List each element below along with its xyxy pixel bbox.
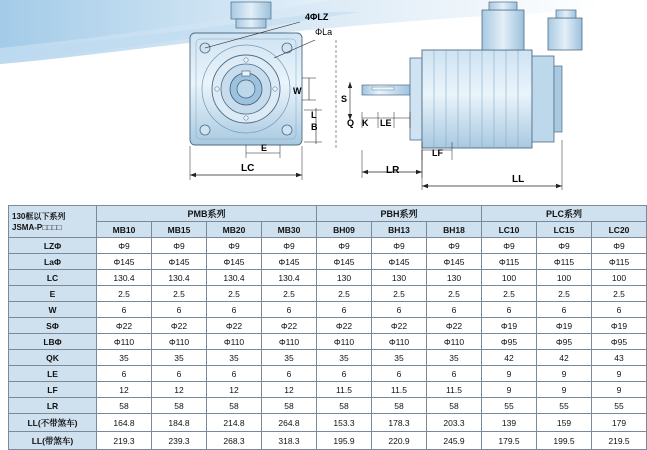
model-header-mb15: MB15 [152, 222, 207, 238]
row-label-ll-no-brake: LL(不带煞车) [9, 414, 97, 432]
cell: 58 [152, 398, 207, 414]
cell: 153.3 [317, 414, 372, 432]
cell: Φ19 [482, 318, 537, 334]
cell: Φ9 [317, 238, 372, 254]
cell: 55 [592, 398, 647, 414]
dim-label-s: S [341, 94, 348, 104]
table-row [9, 286, 647, 302]
cell: 195.9 [317, 432, 372, 450]
cell: 6 [97, 366, 152, 382]
cell: Φ110 [317, 334, 372, 350]
dim-label-lf: LF [432, 148, 443, 158]
cell: 164.8 [97, 414, 152, 432]
cell: 2.5 [317, 286, 372, 302]
model-header-bh18: BH18 [427, 222, 482, 238]
row-label-ll-brake: LL(带煞车) [9, 432, 97, 450]
cell: 58 [97, 398, 152, 414]
cell: 245.9 [427, 432, 482, 450]
cell: Φ9 [427, 238, 482, 254]
cell: 2.5 [97, 286, 152, 302]
cell: Φ19 [537, 318, 592, 334]
dim-label-ll: LL [512, 174, 525, 185]
cell: 184.8 [152, 414, 207, 432]
cell: 6 [482, 302, 537, 318]
cell: Φ9 [592, 238, 647, 254]
row-label-la: LaΦ [9, 254, 97, 270]
series-header-plc: PLC系列 [482, 206, 647, 222]
cell: Φ110 [152, 334, 207, 350]
cell: Φ22 [372, 318, 427, 334]
drawing-vector-layer [0, 0, 600, 200]
row-label-e: E [9, 286, 97, 302]
cell: Φ145 [317, 254, 372, 270]
cell: 9 [592, 366, 647, 382]
table-row [9, 254, 647, 270]
cell: 6 [537, 302, 592, 318]
cell: 11.5 [317, 382, 372, 398]
cell: 6 [207, 366, 262, 382]
row-label-lr: LR [9, 398, 97, 414]
cell: Φ22 [262, 318, 317, 334]
table-row [9, 432, 647, 450]
dim-label-lr: LR [386, 165, 400, 176]
cell: 178.3 [372, 414, 427, 432]
table-row [9, 302, 647, 318]
cell: Φ22 [152, 318, 207, 334]
cell: Φ9 [152, 238, 207, 254]
cell: 6 [372, 302, 427, 318]
cell: Φ145 [152, 254, 207, 270]
cell: 2.5 [372, 286, 427, 302]
model-header-lc15: LC15 [537, 222, 592, 238]
row-label-w: W [9, 302, 97, 318]
cell: 35 [372, 350, 427, 366]
cell: 6 [317, 366, 372, 382]
model-header-mb30: MB30 [262, 222, 317, 238]
cell: Φ9 [207, 238, 262, 254]
cell: Φ145 [97, 254, 152, 270]
cell: 6 [317, 302, 372, 318]
cell: 35 [317, 350, 372, 366]
cell: 58 [317, 398, 372, 414]
table-row [9, 366, 647, 382]
dim-label-w: W [293, 86, 302, 96]
table-row [9, 238, 647, 254]
cell: 6 [427, 366, 482, 382]
cell: Φ22 [427, 318, 482, 334]
cell: 58 [207, 398, 262, 414]
cell: 11.5 [427, 382, 482, 398]
dim-label-l: L [311, 110, 317, 120]
model-header-lc10: LC10 [482, 222, 537, 238]
cell: 35 [262, 350, 317, 366]
cell: 35 [427, 350, 482, 366]
cell: 130.4 [97, 270, 152, 286]
cell: Φ19 [592, 318, 647, 334]
cell: 179.5 [482, 432, 537, 450]
cell: 11.5 [372, 382, 427, 398]
model-header-bh13: BH13 [372, 222, 427, 238]
spec-table [8, 205, 647, 450]
cell: Φ145 [427, 254, 482, 270]
cell: 12 [152, 382, 207, 398]
cell: 55 [482, 398, 537, 414]
cell: 58 [427, 398, 482, 414]
cell: 139 [482, 414, 537, 432]
cell: Φ110 [207, 334, 262, 350]
table-row [9, 334, 647, 350]
cell: 55 [537, 398, 592, 414]
cell: 2.5 [427, 286, 482, 302]
series-header-pbh: PBH系列 [317, 206, 482, 222]
model-header-bh09: BH09 [317, 222, 372, 238]
table-row [9, 398, 647, 414]
dim-label-b: B [311, 122, 318, 132]
cell: Φ9 [537, 238, 592, 254]
cell: 130.4 [262, 270, 317, 286]
cell: 268.3 [207, 432, 262, 450]
dimension-spec-table [8, 205, 630, 450]
cell: 35 [152, 350, 207, 366]
table-corner-cell [9, 206, 97, 238]
table-header-series-row [9, 206, 647, 222]
cell: Φ110 [427, 334, 482, 350]
cell: Φ145 [262, 254, 317, 270]
cell: 35 [207, 350, 262, 366]
cell: 9 [537, 382, 592, 398]
cell: 203.3 [427, 414, 482, 432]
cell: Φ9 [482, 238, 537, 254]
cell: 6 [262, 366, 317, 382]
cell: 2.5 [262, 286, 317, 302]
cell: 130.4 [207, 270, 262, 286]
cell: Φ115 [537, 254, 592, 270]
cell: 239.3 [152, 432, 207, 450]
cell: 2.5 [482, 286, 537, 302]
series-header-pmb: PMB系列 [97, 206, 317, 222]
cell: 58 [262, 398, 317, 414]
row-label-lc: LC [9, 270, 97, 286]
cell: Φ95 [482, 334, 537, 350]
table-row [9, 270, 647, 286]
cell: 6 [152, 366, 207, 382]
cell: 42 [482, 350, 537, 366]
cell: Φ145 [372, 254, 427, 270]
cell: 219.5 [592, 432, 647, 450]
cell: 12 [207, 382, 262, 398]
cell: Φ22 [207, 318, 262, 334]
row-label-qk: QK [9, 350, 97, 366]
cell: 130.4 [152, 270, 207, 286]
motor-dimension-drawing [0, 0, 600, 200]
cell: Φ115 [592, 254, 647, 270]
cell: 214.8 [207, 414, 262, 432]
dim-label-4lz: 4ΦLZ [305, 12, 329, 22]
dim-label-phi-la: ΦLa [315, 27, 333, 37]
cell: 12 [262, 382, 317, 398]
corner-line-2: JSMA-P□□□□ [12, 222, 62, 232]
cell: Φ95 [592, 334, 647, 350]
cell: 159 [537, 414, 592, 432]
cell: 220.9 [372, 432, 427, 450]
cell: 58 [372, 398, 427, 414]
cell: 179 [592, 414, 647, 432]
cell: 2.5 [592, 286, 647, 302]
cell: 2.5 [207, 286, 262, 302]
model-header-mb20: MB20 [207, 222, 262, 238]
cell: 9 [537, 366, 592, 382]
row-label-le: LE [9, 366, 97, 382]
cell: Φ145 [207, 254, 262, 270]
cell: Φ110 [97, 334, 152, 350]
cell: 42 [537, 350, 592, 366]
cell: 9 [482, 366, 537, 382]
cell: Φ110 [262, 334, 317, 350]
cell: 130 [427, 270, 482, 286]
cell: 6 [427, 302, 482, 318]
cell: Φ115 [482, 254, 537, 270]
cell: 6 [372, 366, 427, 382]
model-header-lc20: LC20 [592, 222, 647, 238]
cell: 219.3 [97, 432, 152, 450]
cell: 199.5 [537, 432, 592, 450]
cell: Φ9 [262, 238, 317, 254]
dim-label-le: LE [380, 118, 392, 128]
cell: 9 [592, 382, 647, 398]
dim-label-e: E [261, 143, 268, 153]
table-row [9, 318, 647, 334]
cell: 130 [317, 270, 372, 286]
cell: Φ9 [372, 238, 427, 254]
cell: 130 [372, 270, 427, 286]
cell: 9 [482, 382, 537, 398]
cell: Φ9 [97, 238, 152, 254]
cell: 6 [207, 302, 262, 318]
model-header-mb10: MB10 [97, 222, 152, 238]
cell: 100 [537, 270, 592, 286]
cell: 6 [152, 302, 207, 318]
cell: 100 [592, 270, 647, 286]
cell: 100 [482, 270, 537, 286]
table-row [9, 382, 647, 398]
cell: 6 [262, 302, 317, 318]
dim-label-lc: LC [241, 163, 255, 174]
table-row [9, 350, 647, 366]
dim-label-q: Q [347, 118, 355, 128]
row-label-lb: LBΦ [9, 334, 97, 350]
table-row [9, 414, 647, 432]
table-header-model-row [9, 222, 647, 238]
cell: 318.3 [262, 432, 317, 450]
cell: Φ22 [317, 318, 372, 334]
cell: 35 [97, 350, 152, 366]
cell: 6 [97, 302, 152, 318]
cell: Φ95 [537, 334, 592, 350]
corner-line-1: 130框以下系列 [12, 211, 66, 221]
row-label-s: SΦ [9, 318, 97, 334]
cell: 2.5 [152, 286, 207, 302]
dim-label-k: K [362, 118, 369, 128]
cell: 12 [97, 382, 152, 398]
row-label-lf: LF [9, 382, 97, 398]
cell: 43 [592, 350, 647, 366]
cell: Φ22 [97, 318, 152, 334]
cell: 2.5 [537, 286, 592, 302]
cell: Φ110 [372, 334, 427, 350]
cell: 264.8 [262, 414, 317, 432]
cell: 6 [592, 302, 647, 318]
row-label-lz: LZΦ [9, 238, 97, 254]
